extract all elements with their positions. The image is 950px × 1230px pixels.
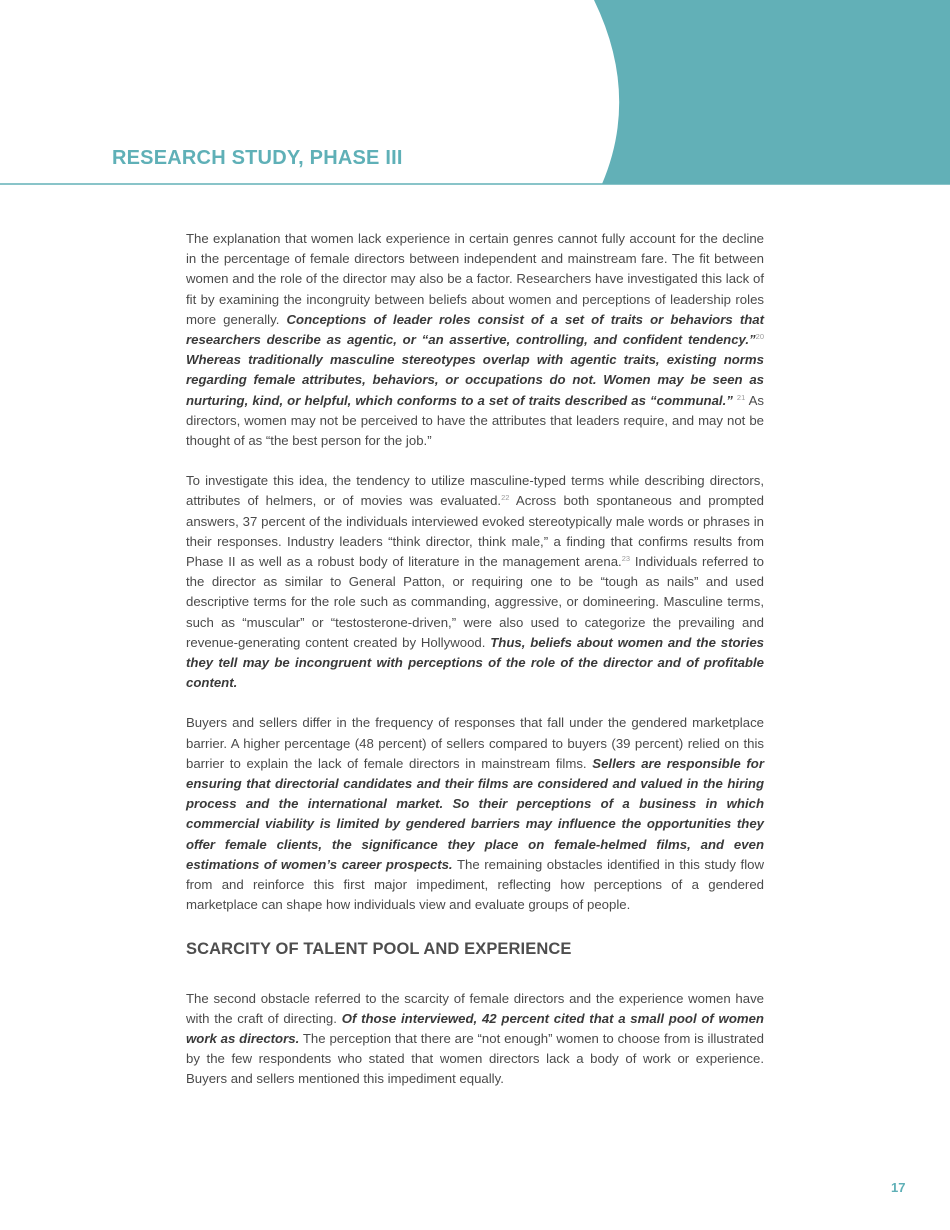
page-number: 17 xyxy=(891,1180,906,1195)
paragraph-masculine-terms xyxy=(186,471,764,693)
emphasis-run: Conceptions of leader roles consist of a set of traits or behaviors that researchers describe as agentic, or “an assertive, controlling, and confident tendency.” xyxy=(186,311,765,348)
teal-corner-shape xyxy=(594,0,950,184)
footnote-ref-23[interactable]: 23 xyxy=(621,554,631,564)
footnote-ref-20[interactable]: 20 xyxy=(755,332,764,342)
paragraph-leader-roles xyxy=(186,229,764,451)
paragraph-scarcity xyxy=(186,989,764,1090)
text-run: Buyers and sellers differ in the frequency of responses that fall under the gendered marketplace barrier. A higher percentage (48 percent) of sellers compared to buyers (39 percent) relied on this barrier to explain the lack of female directors in mainstream films. xyxy=(186,715,764,771)
text-run: The explanation that women lack experience in certain genres cannot fully account for the decline in the percentage of female directors between independent and mainstream fare. The fit between women and the role of the director may also be a factor. Researchers have investigated this lack of fit by examining the incongruity between beliefs about women and perceptions of leadership roles more generally. xyxy=(186,231,764,327)
text-run: Across both spontaneous and prompted answers, 37 percent of the individuals interviewed evoked stereotypically male words or phrases in their responses. Industry leaders “think director, think male,” a finding that confirms results from Phase II as well as a robust body of literature in the management arena. xyxy=(186,493,764,570)
footnote-ref-21[interactable]: 21 xyxy=(736,392,746,402)
emphasis-run: Whereas traditionally masculine stereotypes overlap with agentic traits, existing norms regarding female attributes, behaviors, or occupations do not. Women may be seen as nurturing, kind, or helpful, which conforms to a set of traits described as “communal.” xyxy=(186,352,764,408)
text-run: The perception that there are “not enough” women to choose from is illustrated by the few respondents who stated that women directors lack a body of work or experience. Buyers and sellers mentioned this impediment equally. xyxy=(186,1030,764,1087)
text-run: The second obstacle referred to the scarcity of female directors and the experience women have with the craft of directing. xyxy=(186,990,764,1026)
subheading-talent-pool: SCARCITY OF TALENT POOL AND EXPERIENCE xyxy=(186,939,572,958)
text-run: As directors, women may not be perceived to have the attributes that leaders require, and may not be thought of as “the best person for the job.” xyxy=(186,392,764,449)
text-run: Individuals referred to the director as similar to General Patton, or requiring one to be “tough as nails” and used descriptive terms for the role such as commanding, aggressive, or domineering. Masculine terms, such as “muscular” or “testosterone-driven,” were also used to categorize the prevailing and revenue-generating content created by Hollywood. xyxy=(186,554,765,650)
text-run: To investigate this idea, the tendency to utilize masculine-typed terms while describing directors, attributes of helmers, or of movies was evaluated. xyxy=(186,473,764,509)
emphasis-run: Of those interviewed, 42 percent cited that a small pool of women work as directors. xyxy=(186,1010,764,1046)
text-run: The remaining obstacles identified in this study flow from and reinforce this first major impediment, reflecting how perceptions of a gendered marketplace can shape how individuals view and evaluate groups of people. xyxy=(186,856,764,913)
footnote-ref-22[interactable]: 22 xyxy=(501,493,510,503)
document-body xyxy=(186,229,764,1090)
emphasis-run: Sellers are responsible for ensuring that directorial candidates and their films are considered and valued in the hiring process and the international market. So their perceptions of a business in which commercial viability is limited by gendered barriers may influence the opportunities they offer female clients, the significance they place on female-helmed films, and even estimations of women’s career prospects. xyxy=(186,755,764,872)
section-title: RESEARCH STUDY, PHASE III xyxy=(112,147,403,169)
emphasis-run: Thus, beliefs about women and the stories they tell may be incongruent with perceptions of the role of the director and of profitable content. xyxy=(186,634,764,691)
paragraph-buyers-sellers xyxy=(186,713,764,915)
